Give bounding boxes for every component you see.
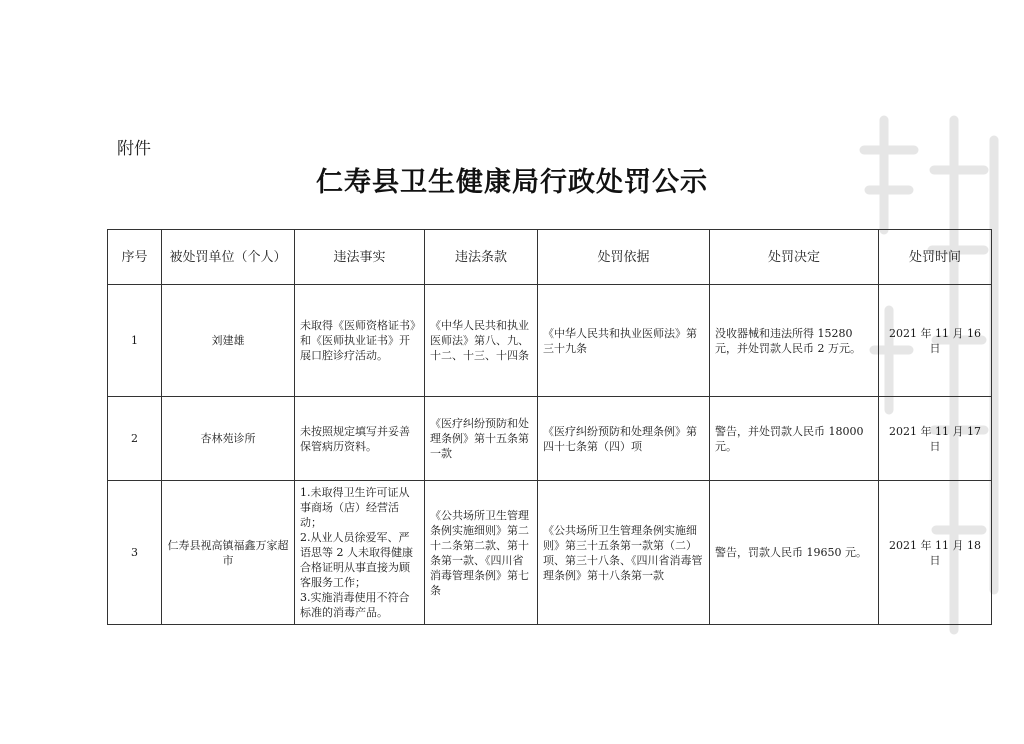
row-party: 仁寿县视高镇福鑫万家超市 (162, 481, 295, 625)
page-title: 仁寿县卫生健康局行政处罚公示 (316, 167, 708, 198)
row-clause: 《医疗纠纷预防和处理条例》第十五条第一款 (425, 397, 538, 481)
fact-line: 未按照规定填写并妥善保管病历资料。 (300, 424, 410, 453)
row-no: 2 (108, 397, 162, 481)
row-date: 2021 年 11 月 18 日 (879, 481, 992, 625)
column-header-decision: 处罚决定 (710, 230, 879, 285)
fact-line: 未取得《医师资格证书》和《医师执业证书》开展口腔诊疗活动。 (300, 319, 416, 362)
row-basis: 《医疗纠纷预防和处理条例》第四十七条第（四）项 (538, 397, 710, 481)
penalty-table (107, 229, 992, 625)
row-date: 2021 年 11 月 17 日 (879, 397, 992, 481)
row-basis: 《中华人民共和执业医师法》第三十九条 (538, 285, 710, 397)
row-facts (295, 285, 425, 397)
column-header-clause: 违法条款 (425, 230, 538, 285)
row-facts (295, 397, 425, 481)
column-header-facts: 违法事实 (295, 230, 425, 285)
row-party: 杏林苑诊所 (162, 397, 295, 481)
table-header-row (108, 230, 992, 285)
fact-line: 1.未取得卫生许可证从事商场（店）经营活动； (300, 486, 410, 529)
row-decision: 没收器械和违法所得 15280 元，并处罚款人民币 2 万元。 (710, 285, 879, 397)
row-no: 3 (108, 481, 162, 625)
row-basis: 《公共场所卫生管理条例实施细则》第三十五条第一款第（二）项、第三十八条、《四川省消毒管理条例》第十八条第一款 (538, 481, 710, 625)
row-party: 刘建雄 (162, 285, 295, 397)
row-date: 2021 年 11 月 16 日 (879, 285, 992, 397)
fact-line: 3.实施消毒使用不符合标准的消毒产品。 (300, 591, 410, 619)
attachment-label: 附件 (117, 139, 151, 159)
column-header-date: 处罚时间 (879, 230, 992, 285)
column-header-party: 被处罚单位（个人） (162, 230, 295, 285)
table-row (108, 481, 992, 625)
row-decision: 警告，罚款人民币 19650 元。 (710, 481, 879, 625)
table-row (108, 397, 992, 481)
row-decision: 警告，并处罚款人民币 18000 元。 (710, 397, 879, 481)
row-clause: 《公共场所卫生管理条例实施细则》第二十二条第二款、第十条第一款、《四川省消毒管理条例》第七条 (425, 481, 538, 625)
table-row (108, 285, 992, 397)
fact-line: 2.从业人员徐爱军、严语思等 2 人未取得健康合格证明从事直接为顾客服务工作； (300, 531, 413, 589)
row-clause: 《中华人民共和执业医师法》第八、九、十二、十三、十四条 (425, 285, 538, 397)
column-header-basis: 处罚依据 (538, 230, 710, 285)
row-no: 1 (108, 285, 162, 397)
column-header-no: 序号 (108, 230, 162, 285)
row-facts (295, 481, 425, 625)
